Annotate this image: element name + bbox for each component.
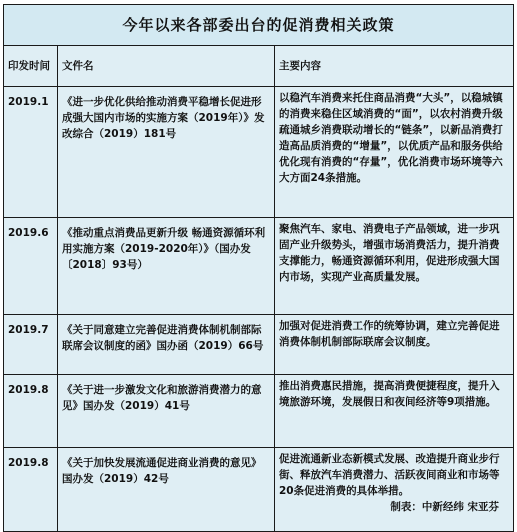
row-date: 2019.8 [4,375,58,448]
table-row [4,375,514,448]
policy-table [3,4,514,532]
row-doc: 《进一步优化供给推动消费平稳增长促进形成强大国内市场的实施方案（2019年）》发改综合（2019）181号 [58,87,275,218]
header-date: 印发时间 [4,46,58,87]
table-row [4,218,514,315]
table-row [4,87,514,218]
row-date: 2019.1 [4,87,58,218]
row-doc: 《关于同意建立完善促进消费体制机制部际联席会议制度的函》国办函（2019）66号 [58,315,275,375]
table-title: 今年以来各部委出台的促消费相关政策 [4,5,514,46]
row-doc: 《关于加快发展流通促进商业消费的意见》国办发（2019）42号 [58,448,275,532]
header-doc: 文件名 [58,46,275,87]
row-content: 加强对促进消费工作的统筹协调，建立完善促进消费体制机制部际联席会议制度。 [275,315,514,375]
table-row [4,448,514,532]
row-doc: 《推动重点消费品更新升级 畅通资源循环利用实施方案（2019-2020年）》（国办发〔2018〕93号） [58,218,275,315]
row-date: 2019.6 [4,218,58,315]
row-date: 2019.7 [4,315,58,375]
table-credit: 制表：中新经纬 宋亚芬 [390,501,499,513]
row-content: 以稳汽车消费来托住商品消费“大头”，以稳城镇的消费来稳住区域消费的“面”，以农村消费升级疏通城乡消费联动增长的“链条”，以新品消费打造高品质消费的“增量”，以优质产品和服务供给优化现有消费的“存量”，优化消费市场环境等六大方面24条措施。 [275,87,514,218]
row-date: 2019.8 [4,448,58,532]
row-content: 聚焦汽车、家电、消费电子产品领域，进一步巩固产业升级势头，增强市场消费活力，提升消费支撑能力，畅通资源循环利用，促进形成强大国内市场，实现产业高质量发展。 [275,218,514,315]
row-content: 促进流通新业态新模式发展、改造提升商业步行街、释放汽车消费潜力、活跃夜间商业和市场等20条促进消费的具体举措。 [275,448,514,532]
title-row [4,5,514,46]
row-doc: 《关于进一步激发文化和旅游消费潜力的意见》国办发（2019）41号 [58,375,275,448]
row-content: 推出消费惠民措施，提高消费便捷程度，提升入境旅游环境，发展假日和夜间经济等9项措施。 [275,375,514,448]
table-row [4,315,514,375]
header-row [4,46,514,87]
header-content: 主要内容 [275,46,514,87]
